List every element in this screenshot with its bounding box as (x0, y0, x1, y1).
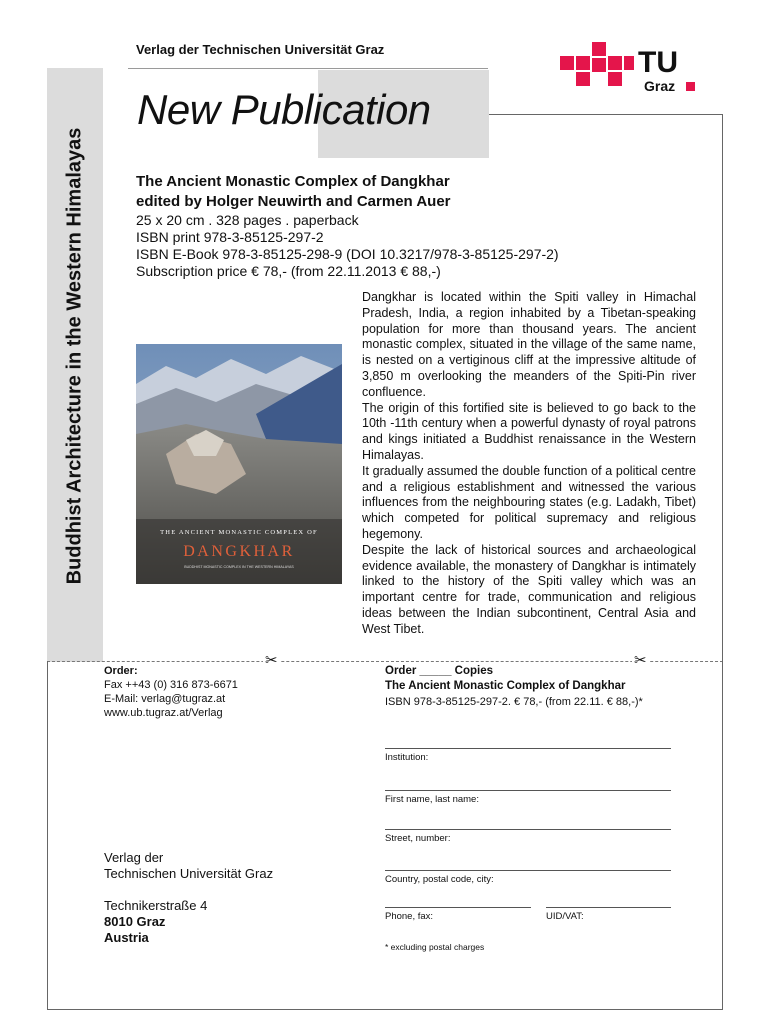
address-street: Technikerstraße 4 (104, 898, 208, 913)
scissors-icon: ✂ (634, 652, 647, 669)
order-copies-field[interactable]: Order _____ Copies (385, 665, 494, 677)
order-email[interactable]: E-Mail: verlag@tugraz.at (104, 693, 226, 705)
order-label: Order: (104, 665, 138, 677)
tu-logo-icon (558, 42, 708, 94)
uid-label: UID/VAT: (546, 911, 584, 922)
publisher-name: Verlag der Technischen Universität Graz (136, 42, 385, 57)
name-field[interactable] (385, 790, 671, 791)
description-paragraph: Dangkhar is located within the Spiti valley in Himachal Pradesh, India, a region inhabited by a Tibetan-speaking population for more than thousand years. The ancient monastic complex, situated in the village of the same name, is nested on a vertiginous cliff at the impressive altitude of 3,850 m overlooking the meanders of the Spiti-Pin river confluence. (362, 290, 696, 399)
order-fax: Fax ++43 (0) 316 873-6671 (104, 679, 238, 691)
subscription-price: Subscription price € 78,- (from 22.11.2013 € 88,-) (136, 263, 441, 279)
frame-bottom-line (47, 1009, 723, 1010)
isbn-print: ISBN print 978-3-85125-297-2 (136, 229, 324, 245)
address-line2: Technischen Universität Graz (104, 866, 274, 881)
cover-name: DANGKHAR (183, 543, 295, 560)
description-paragraph: Despite the lack of historical sources and archaeological evidence available, the monastery of Dangkhar is intimately linked to the history of the Spiti valley which was an important centre for trade, communication and religious ideas between the Indian subcontinent, Central Asia and West Tibet. (362, 542, 696, 636)
description-paragraph: The origin of this fortified site is believed to go back to the 10th -11th century when a powerful dynasty of royal patrons and kings initiated a Buddhist renaissance in the Western Himalayas. (362, 400, 696, 462)
cover-subtitle: BUDDHIST MONASTIC COMPLEX IN THE WESTERN HIMALAYAS (184, 565, 294, 569)
institution-field[interactable] (385, 748, 671, 749)
top-rule (128, 68, 488, 69)
isbn-ebook: ISBN E-Book 978-3-85125-298-9 (DOI 10.3217/978-3-85125-297-2) (136, 246, 559, 262)
page-title: New Publication (137, 86, 431, 133)
address-line1: Verlag der (104, 850, 164, 865)
street-field[interactable] (385, 829, 671, 830)
uid-field[interactable] (546, 907, 671, 908)
frame-right-line-bottom (722, 661, 723, 1010)
street-label: Street, number: (385, 833, 451, 844)
address-zip: 8010 Graz (104, 914, 166, 929)
logo-sub-text: Graz (644, 78, 676, 94)
frame-right-line (722, 114, 723, 662)
book-editors: edited by Holger Neuwirth and Carmen Auer (136, 193, 451, 210)
country-label: Country, postal code, city: (385, 874, 494, 885)
book-format: 25 x 20 cm . 328 pages . paperback (136, 212, 359, 228)
cover-title-line: THE ANCIENT MONASTIC COMPLEX OF (160, 529, 318, 536)
name-label: First name, last name: (385, 794, 479, 805)
book-cover-image (136, 344, 342, 584)
scissors-icon: ✂ (265, 652, 278, 669)
book-description (362, 290, 696, 638)
address-country: Austria (104, 930, 149, 945)
order-book-title: The Ancient Monastic Complex of Dangkhar (385, 680, 626, 692)
institution-label: Institution: (385, 752, 429, 763)
phone-label: Phone, fax: (385, 911, 434, 922)
country-field[interactable] (385, 870, 671, 871)
series-title: Buddhist Architecture in the Western Himalayas (63, 127, 86, 585)
order-isbn-price: ISBN 978-3-85125-297-2. € 78,- (from 22.11. € 88,-)* (385, 696, 643, 708)
frame-top-line (489, 114, 723, 115)
cut-line (47, 661, 723, 662)
description-paragraph: It gradually assumed the double function of a political centre and a religious establishment and witnessed the various influences from the neighbouring states (e.g. Ladakh, Tibet) which competed for political supremacy and religious hegemony. (362, 463, 696, 541)
logo-main-text: TU (638, 46, 678, 79)
frame-left-line (47, 661, 48, 1010)
tu-graz-logo (558, 42, 708, 94)
footnote: * excluding postal charges (385, 942, 485, 952)
phone-field[interactable] (385, 907, 531, 908)
book-title: The Ancient Monastic Complex of Dangkhar (136, 173, 450, 190)
order-website[interactable]: www.ub.tugraz.at/Verlag (104, 707, 223, 719)
